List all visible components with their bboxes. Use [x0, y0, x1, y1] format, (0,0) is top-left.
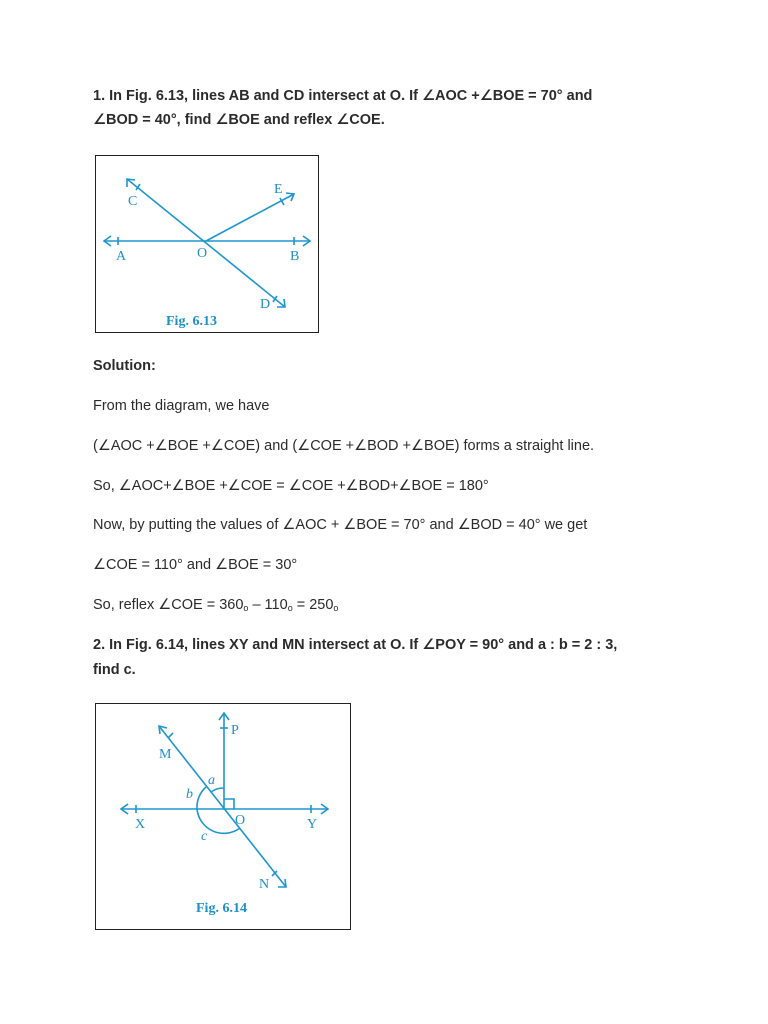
solution-reflex-line — [93, 597, 338, 613]
reflex-mid-2: = 250 — [292, 597, 334, 613]
question-1-line-1: 1. In Fig. 6.13, lines AB and CD intersect at O. If ∠AOC +∠BOE = 70° and — [93, 88, 593, 104]
figure-6-14-diagram — [96, 704, 350, 929]
label-e: E — [274, 182, 283, 197]
label-x: X — [135, 817, 146, 832]
label-c: C — [128, 194, 138, 209]
label-m: M — [159, 747, 172, 762]
solution-line-1: From the diagram, we have — [93, 398, 270, 414]
solution-heading: Solution: — [93, 358, 156, 374]
solution-line-4: Now, by putting the values of ∠AOC + ∠BOE = 70° and ∠BOD = 40° we get — [93, 517, 588, 533]
reflex-sub-1: o — [243, 603, 249, 613]
figure-6-14-caption: Fig. 6.14 — [196, 901, 247, 916]
ray-oe — [206, 194, 294, 241]
label-a-angle: a — [208, 773, 215, 788]
tick-m — [168, 733, 173, 738]
label-o: O — [235, 813, 246, 828]
solution-line-2: (∠AOC +∠BOE +∠COE) and (∠COE +∠BOD +∠BOE) forms a straight line. — [93, 438, 595, 454]
reflex-sub-3: o — [333, 603, 339, 613]
label-p: P — [231, 723, 239, 738]
label-b: B — [290, 249, 300, 264]
reflex-mid: – 110 — [248, 597, 288, 613]
label-o: O — [197, 246, 208, 261]
question-2-line-2: find c. — [93, 662, 136, 678]
label-a: A — [116, 249, 127, 264]
label-n: N — [259, 877, 270, 892]
figure-6-13 — [95, 155, 319, 333]
figure-6-13-caption: Fig. 6.13 — [166, 314, 217, 329]
figure-6-13-diagram — [96, 156, 318, 332]
line-mn — [159, 726, 286, 887]
label-c-angle: c — [201, 829, 208, 844]
label-y: Y — [307, 817, 318, 832]
reflex-prefix: So, reflex ∠COE = 360 — [93, 597, 244, 613]
question-1-line-2: ∠BOD = 40°, find ∠BOE and reflex ∠COE. — [93, 112, 385, 128]
solution-line-3: So, ∠AOC+∠BOE +∠COE = ∠COE +∠BOD+∠BOE = 180° — [93, 478, 489, 494]
solution-line-5: ∠COE = 110° and ∠BOE = 30° — [93, 557, 298, 573]
label-b-angle: b — [186, 787, 193, 802]
angle-a-arc — [211, 788, 224, 792]
angle-b-arc — [197, 787, 206, 809]
reflex-sub-2: o — [287, 603, 293, 613]
line-cd — [127, 179, 285, 307]
figure-6-14 — [95, 703, 351, 930]
right-angle-mark — [224, 799, 234, 809]
label-d: D — [260, 297, 271, 312]
question-2-line-1: 2. In Fig. 6.14, lines XY and MN intersect at O. If ∠POY = 90° and a : b = 2 : 3, — [93, 637, 618, 653]
